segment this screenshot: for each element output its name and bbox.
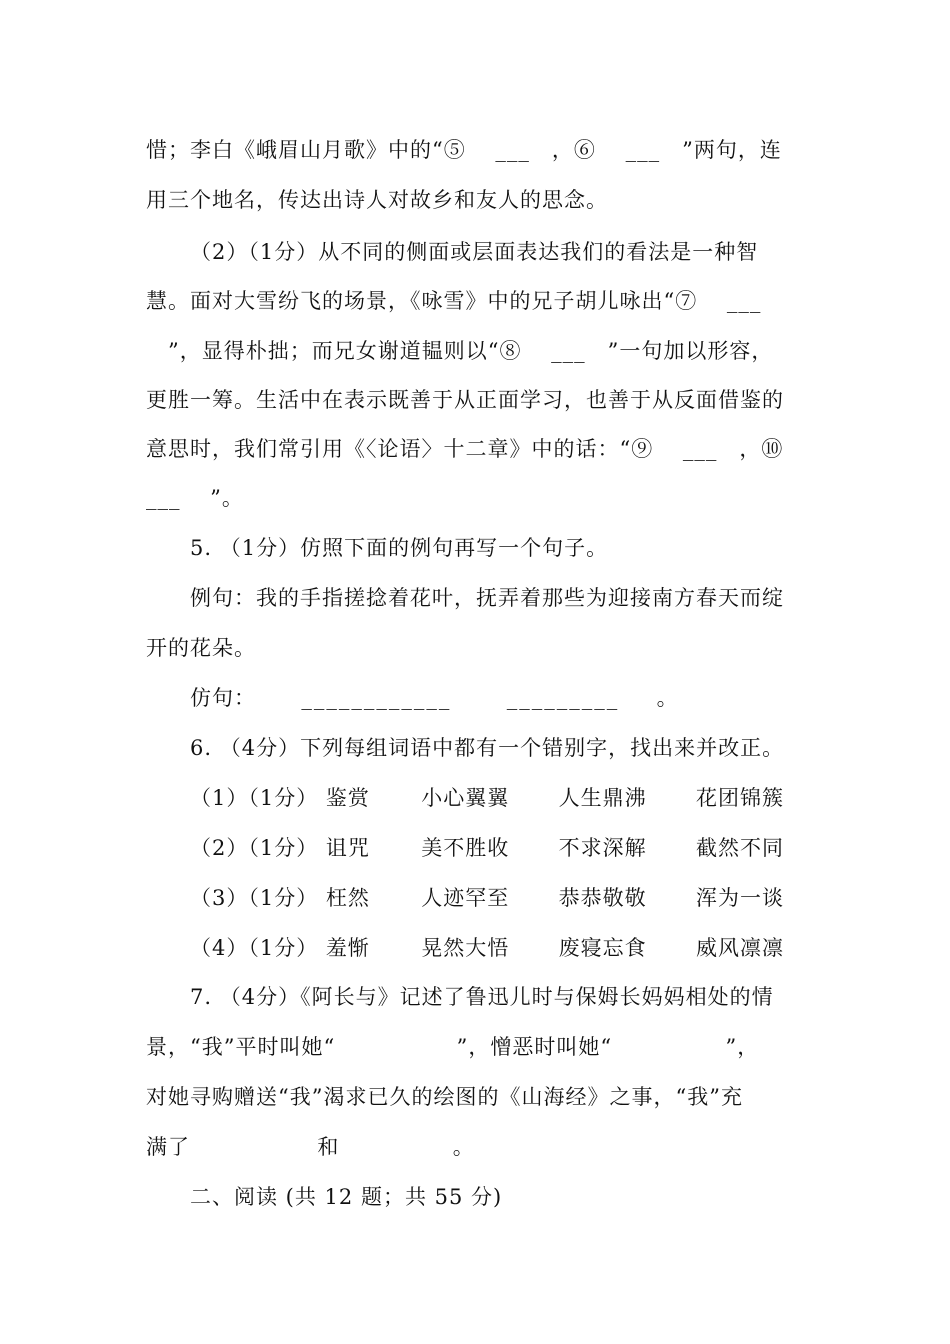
q7-line-2: [146, 1027, 810, 1067]
q5-imitate-blank-1: ____________: [301, 686, 452, 710]
q6-row-1-word-3: 人生鼎沸: [558, 786, 647, 810]
q6-row-4: [190, 928, 810, 968]
q4-line-1: 惜；李白《峨眉山月歌》中的“⑤ ___ ，⑥ ___ ”两句，连: [146, 138, 782, 162]
q6-row-2-word-3: 不求深解: [558, 836, 647, 860]
q7-line-2-part-b: ”，憎恶时叫她“: [456, 1035, 613, 1059]
q6-row-3-word-1: 枉然: [325, 886, 370, 910]
section-2-title: 二、阅读 (共 12 题；共 55 分): [190, 1185, 503, 1209]
q6-row-4-word-4: 威风凛凛: [696, 936, 785, 960]
q6-row-1-word-4: 花团锦簇: [696, 786, 785, 810]
q6-row-1-word-1: 鉴赏: [325, 786, 370, 810]
q6-row-2-word-2: 美不胜收: [421, 836, 510, 860]
q6-row-4-number: （4）（1分）: [190, 936, 319, 960]
q4-part2-line-6: ___ ”。: [146, 486, 244, 510]
q6-row-1-number: （1）（1分）: [190, 786, 319, 810]
q6-title: 6. （4分）下列每组词语中都有一个错别字，找出来并改正。: [190, 736, 785, 760]
q6-row-2-word-1: 诅咒: [325, 836, 370, 860]
q6-row-3-word-2: 人迹罕至: [421, 886, 510, 910]
q4-part2-line-3: ”，显得朴拙；而兄女谢道韫则以“⑧ ___ ”一句加以形容，: [146, 339, 774, 363]
q7-line-1: 7. （4分）《阿长与》记述了鲁迅儿时与保姆长妈妈相处的情: [190, 985, 774, 1009]
q6-row-2: [190, 828, 810, 868]
q7-line-2-part-a: 景，“我”平时叫她“: [146, 1035, 336, 1059]
q6-row-3-number: （3）（1分）: [190, 886, 319, 910]
q6-row-2-number: （2）（1分）: [190, 836, 319, 860]
q6-row-1: [190, 778, 810, 818]
q7-line-4-part-b: 和: [317, 1135, 340, 1159]
q6-row-3: [190, 878, 810, 918]
q4-line-2: 用三个地名，传达出诗人对故乡和友人的思念。: [146, 188, 608, 212]
q5-imitate-blank-2: _________: [506, 686, 620, 710]
q5-imitate-end: 。: [656, 686, 679, 710]
q7-line-2-part-c: ”，: [725, 1035, 760, 1059]
q6-row-3-word-4: 浑为一谈: [696, 886, 785, 910]
q4-part2-line-1: （2）（1分）从不同的侧面或层面表达我们的看法是一种智: [190, 240, 759, 264]
q7-line-4: [146, 1127, 810, 1167]
q5-title: 5. （1分）仿照下面的例句再写一个句子。: [190, 536, 609, 560]
q5-imitate-label: 仿句：: [190, 686, 256, 710]
q6-row-1-word-2: 小心翼翼: [421, 786, 510, 810]
q7-line-3: 对她寻购赠送“我”渴求已久的绘图的《山海经》之事，“我”充: [146, 1085, 743, 1109]
q6-row-4-word-3: 废寝忘食: [558, 936, 647, 960]
q4-part2-line-5: 意思时，我们常引用《〈论语〉十二章》中的话：“⑨ ___ ，⑩: [146, 437, 784, 461]
q5-example-line-1: 例句：我的手指搓捻着花叶，抚弄着那些为迎接南方春天而绽: [190, 586, 784, 610]
q6-row-4-word-1: 羞惭: [325, 936, 370, 960]
q6-row-2-word-4: 截然不同: [696, 836, 785, 860]
q7-line-4-part-a: 满了: [146, 1135, 190, 1159]
q6-row-3-word-3: 恭恭敬敬: [558, 886, 647, 910]
q5-imitate-line: [190, 678, 810, 718]
q6-row-4-word-2: 晃然大悟: [421, 936, 510, 960]
q5-example-line-2: 开的花朵。: [146, 636, 256, 660]
q4-part2-line-2: 慧。面对大雪纷飞的场景，《咏雪》中的兄子胡儿咏出“⑦ ___: [146, 289, 762, 313]
q4-part2-line-4: 更胜一筹。生活中在表示既善于从正面学习，也善于从反面借鉴的: [146, 388, 784, 412]
q7-line-4-part-c: 。: [452, 1135, 475, 1159]
